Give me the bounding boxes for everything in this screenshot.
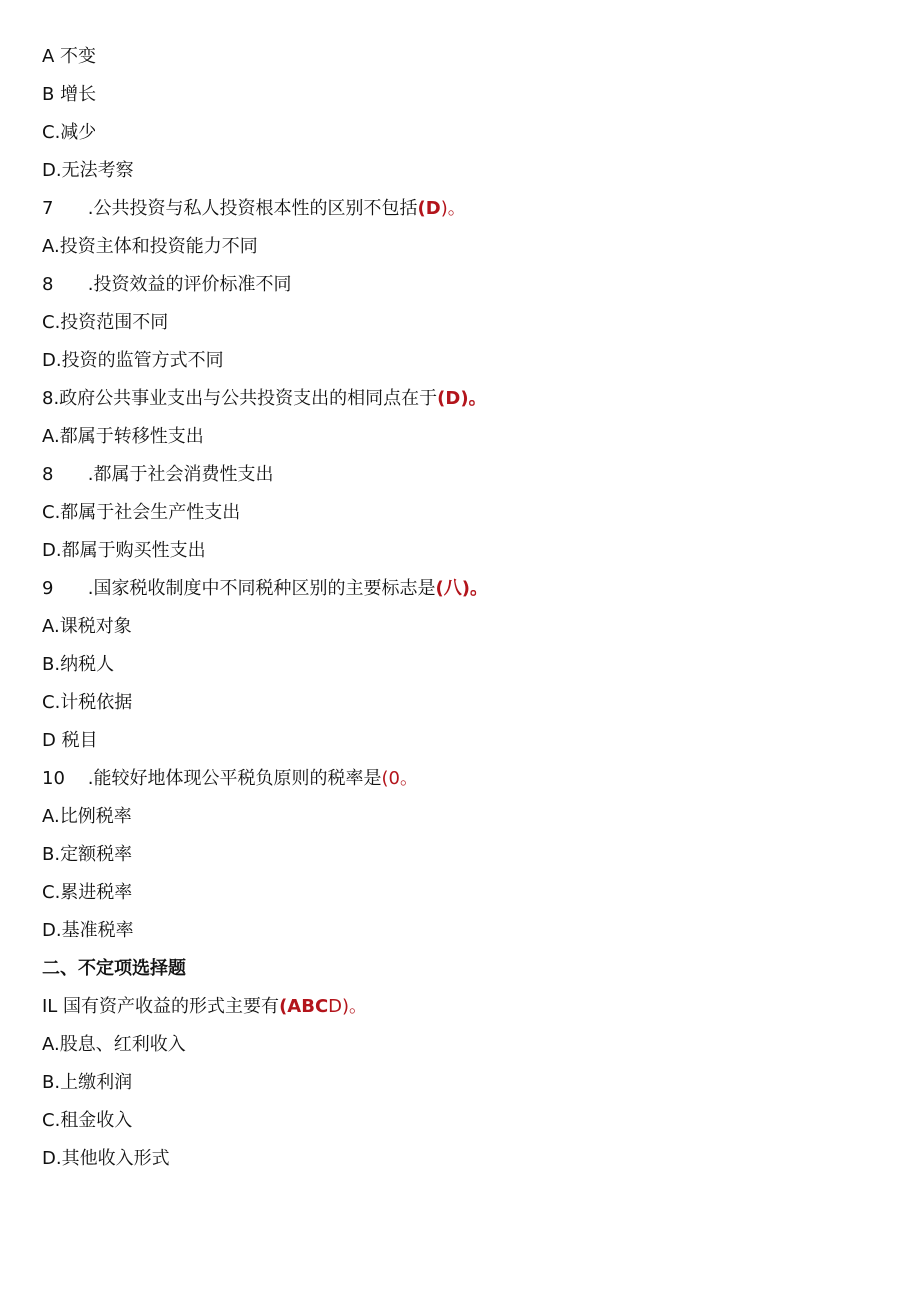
question-text: 8.政府公共事业支出与公共投资支出的相同点在于 (42, 388, 438, 409)
option-line: D.都属于购买性支出 (42, 540, 206, 561)
question-11 (42, 995, 367, 1019)
option-line: A.股息、红利收入 (42, 1034, 186, 1055)
option-line: B 增长 (42, 84, 97, 105)
answer-tail: )。 (440, 198, 466, 219)
question-text: 7 .公共投资与私人投资根本性的区别不包括 (42, 198, 418, 219)
option-line: D 税目 (42, 730, 98, 751)
question-text: 10 .能较好地体现公平税负原则的税率是 (42, 768, 382, 789)
option-line: 8 .都属于社会消费性支出 (42, 464, 274, 485)
option-line: A.投资主体和投资能力不同 (42, 236, 258, 257)
option-line: A 不变 (42, 46, 97, 67)
question-7 (42, 197, 466, 221)
option-line: C.都属于社会生产性支出 (42, 502, 241, 523)
option-line: 8 .投资效益的评价标准不同 (42, 274, 292, 295)
option-line: C.计税依据 (42, 692, 133, 713)
answer-mark: (ABC (279, 996, 329, 1017)
question-8 (42, 387, 487, 411)
section-heading: 二、不定项选择题 (42, 958, 186, 979)
option-line: A.课税对象 (42, 616, 132, 637)
question-text: 9 .国家税收制度中不同税种区别的主要标志是 (42, 578, 436, 599)
option-line: C.租金收入 (42, 1110, 133, 1131)
question-text: IL 国有资产收益的形式主要有 (42, 996, 280, 1017)
option-line: D.无法考察 (42, 160, 134, 181)
option-line: C.减少 (42, 122, 97, 143)
option-line: A.比例税率 (42, 806, 132, 827)
option-line: D.基准税率 (42, 920, 134, 941)
answer-mark: (D (417, 198, 441, 219)
answer-mark: (0。 (381, 768, 418, 789)
option-line: A.都属于转移性支出 (42, 426, 204, 447)
option-line: B.上缴利润 (42, 1072, 133, 1093)
answer-mark: (D)。 (437, 388, 487, 409)
question-9 (42, 577, 488, 601)
option-line: C.累进税率 (42, 882, 133, 903)
option-line: C.投资范围不同 (42, 312, 169, 333)
option-line: B.纳税人 (42, 654, 115, 675)
answer-tail: D)。 (328, 996, 368, 1017)
question-10 (42, 767, 418, 791)
answer-mark: (八)。 (435, 578, 488, 599)
option-line: D.其他收入形式 (42, 1148, 170, 1169)
option-line: B.定额税率 (42, 844, 133, 865)
option-line: D.投资的监管方式不同 (42, 350, 224, 371)
